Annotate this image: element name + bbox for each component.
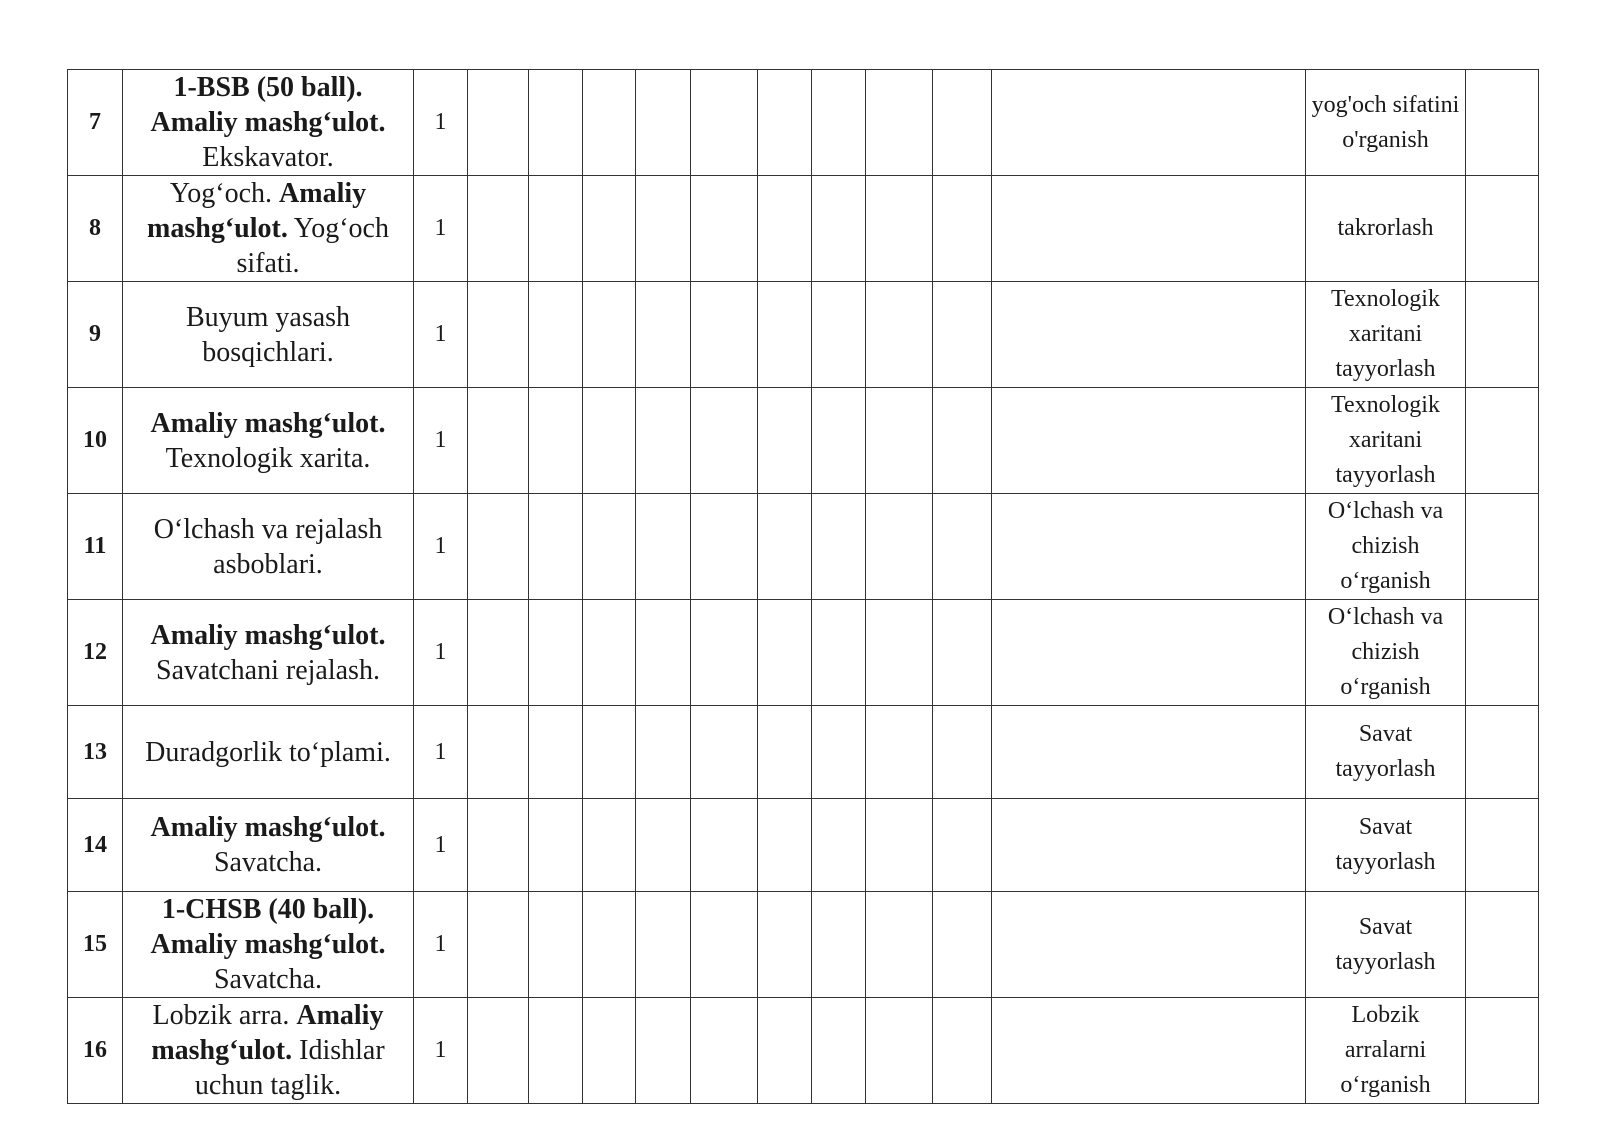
empty-cell: [933, 600, 992, 706]
empty-cell: [866, 70, 933, 176]
topic-text: Yog‘och.: [169, 178, 280, 209]
empty-cell: [691, 799, 758, 892]
homework-cell: Savat tayyorlash: [1306, 706, 1466, 799]
empty-cell: [812, 706, 866, 799]
empty-cell: [933, 892, 992, 998]
empty-cell: [992, 998, 1306, 1104]
empty-cell: [866, 494, 933, 600]
empty-cell: [529, 282, 583, 388]
topic-text: Yog‘och sifati.: [236, 213, 389, 279]
empty-cell: [583, 706, 636, 799]
lesson-number-cell: 16: [68, 998, 123, 1104]
empty-cell: [758, 176, 812, 282]
empty-cell: [866, 176, 933, 282]
hours-cell: 1: [414, 494, 468, 600]
empty-cell: [758, 282, 812, 388]
lesson-number-cell: 15: [68, 892, 123, 998]
empty-cell: [468, 799, 529, 892]
empty-cell: [636, 892, 691, 998]
empty-cell: [933, 388, 992, 494]
topic-bold-text: Amaliy mashg‘ulot.: [147, 178, 367, 244]
empty-cell: [583, 600, 636, 706]
lesson-topic-cell: [123, 282, 414, 388]
homework-cell: O‘lchash va chizish o‘rganish: [1306, 600, 1466, 706]
table-row: [68, 892, 1539, 998]
empty-cell: [468, 600, 529, 706]
empty-cell: [468, 494, 529, 600]
empty-cell: [812, 799, 866, 892]
empty-cell: [636, 706, 691, 799]
empty-cell: [691, 176, 758, 282]
empty-cell: [636, 282, 691, 388]
hours-cell: 1: [414, 799, 468, 892]
empty-cell: [812, 998, 866, 1104]
empty-cell: [866, 282, 933, 388]
empty-cell: [992, 799, 1306, 892]
empty-cell: [583, 494, 636, 600]
empty-cell: [468, 892, 529, 998]
table-row: [68, 600, 1539, 706]
homework-cell: takrorlash: [1306, 176, 1466, 282]
homework-cell: Texnologik xaritani tayyorlash: [1306, 282, 1466, 388]
homework-cell: Texnologik xaritani tayyorlash: [1306, 388, 1466, 494]
empty-cell: [691, 706, 758, 799]
homework-cell: Savat tayyorlash: [1306, 892, 1466, 998]
empty-cell: [583, 70, 636, 176]
hours-cell: 1: [414, 70, 468, 176]
empty-cell: [933, 494, 992, 600]
topic-text: O‘lchash va rejalash asboblari.: [153, 513, 383, 580]
topic-bold-text: Amaliy mashg‘ulot.: [150, 407, 386, 439]
empty-cell: [636, 70, 691, 176]
empty-cell: [933, 998, 992, 1104]
empty-cell: [758, 799, 812, 892]
empty-cell: [933, 706, 992, 799]
empty-cell: [933, 70, 992, 176]
topic-text: Savatcha.: [213, 847, 323, 878]
topic-text: Texnologik xarita.: [165, 442, 371, 474]
empty-cell: [933, 799, 992, 892]
lesson-number-cell: 13: [68, 706, 123, 799]
empty-cell: [691, 998, 758, 1104]
notes-cell: [1466, 176, 1539, 282]
empty-cell: [529, 70, 583, 176]
empty-cell: [691, 892, 758, 998]
table-row: [68, 388, 1539, 494]
empty-cell: [992, 600, 1306, 706]
lesson-number-cell: 9: [68, 282, 123, 388]
lesson-topic-cell: [123, 706, 414, 799]
lesson-topic-cell: [123, 998, 414, 1104]
empty-cell: [812, 176, 866, 282]
empty-cell: [468, 176, 529, 282]
topic-text: Buyum yasash bosqichlari.: [185, 301, 351, 368]
empty-cell: [583, 998, 636, 1104]
empty-cell: [992, 176, 1306, 282]
notes-cell: [1466, 706, 1539, 799]
notes-cell: [1466, 799, 1539, 892]
empty-cell: [758, 70, 812, 176]
empty-cell: [758, 494, 812, 600]
empty-cell: [529, 494, 583, 600]
topic-text: Savatchani rejalash.: [156, 654, 380, 686]
empty-cell: [468, 388, 529, 494]
hours-cell: 1: [414, 892, 468, 998]
empty-cell: [468, 706, 529, 799]
empty-cell: [992, 892, 1306, 998]
hours-cell: 1: [414, 388, 468, 494]
empty-cell: [758, 998, 812, 1104]
empty-cell: [583, 282, 636, 388]
empty-cell: [933, 176, 992, 282]
topic-bold-text: Amaliy mashg‘ulot.: [150, 812, 386, 843]
table-row: [68, 706, 1539, 799]
hours-cell: 1: [414, 998, 468, 1104]
empty-cell: [812, 388, 866, 494]
empty-cell: [933, 282, 992, 388]
empty-cell: [691, 600, 758, 706]
empty-cell: [691, 70, 758, 176]
table-row: [68, 282, 1539, 388]
lesson-plan-table: [67, 69, 1539, 1104]
lesson-topic-cell: [123, 494, 414, 600]
empty-cell: [812, 892, 866, 998]
lesson-topic-cell: [123, 600, 414, 706]
empty-cell: [866, 706, 933, 799]
empty-cell: [992, 388, 1306, 494]
notes-cell: [1466, 388, 1539, 494]
lesson-number-cell: 10: [68, 388, 123, 494]
homework-cell: O‘lchash va chizish o‘rganish: [1306, 494, 1466, 600]
table-row: [68, 799, 1539, 892]
notes-cell: [1466, 70, 1539, 176]
empty-cell: [691, 388, 758, 494]
empty-cell: [636, 600, 691, 706]
empty-cell: [866, 998, 933, 1104]
empty-cell: [691, 494, 758, 600]
lesson-number-cell: 8: [68, 176, 123, 282]
empty-cell: [636, 998, 691, 1104]
lesson-topic-cell: [123, 388, 414, 494]
empty-cell: [529, 176, 583, 282]
empty-cell: [529, 892, 583, 998]
lesson-number-cell: 12: [68, 600, 123, 706]
empty-cell: [992, 282, 1306, 388]
hours-cell: 1: [414, 282, 468, 388]
topic-bold-text: 1-CHSB (40 ball).: [161, 894, 375, 925]
empty-cell: [529, 799, 583, 892]
empty-cell: [812, 70, 866, 176]
empty-cell: [529, 706, 583, 799]
empty-cell: [636, 176, 691, 282]
topic-bold-text: Amaliy mashg‘ulot.: [150, 619, 386, 651]
table-row: [68, 998, 1539, 1104]
empty-cell: [691, 282, 758, 388]
lesson-plan-body: [68, 70, 1539, 1104]
empty-cell: [468, 998, 529, 1104]
lesson-topic-cell: [123, 799, 414, 892]
topic-bold-text: Amaliy mashg‘ulot.: [150, 929, 386, 960]
lesson-topic-cell: [123, 892, 414, 998]
empty-cell: [812, 600, 866, 706]
homework-cell: Lobzik arralarni o‘rganish: [1306, 998, 1466, 1104]
empty-cell: [758, 706, 812, 799]
hours-cell: 1: [414, 176, 468, 282]
table-row: [68, 176, 1539, 282]
empty-cell: [758, 600, 812, 706]
topic-text: Duradgorlik to‘plami.: [145, 736, 391, 768]
empty-cell: [812, 494, 866, 600]
topic-text: Idishlar uchun taglik.: [194, 1035, 385, 1101]
lesson-number-cell: 11: [68, 494, 123, 600]
empty-cell: [583, 176, 636, 282]
empty-cell: [992, 494, 1306, 600]
empty-cell: [636, 388, 691, 494]
empty-cell: [529, 388, 583, 494]
empty-cell: [583, 799, 636, 892]
notes-cell: [1466, 282, 1539, 388]
homework-cell: yog'och sifatini o'rganish: [1306, 70, 1466, 176]
hours-cell: 1: [414, 600, 468, 706]
empty-cell: [583, 892, 636, 998]
empty-cell: [758, 892, 812, 998]
empty-cell: [866, 799, 933, 892]
empty-cell: [866, 600, 933, 706]
empty-cell: [468, 282, 529, 388]
notes-cell: [1466, 998, 1539, 1104]
topic-bold-text: 1-BSB (50 ball).: [173, 72, 363, 103]
notes-cell: [1466, 494, 1539, 600]
hours-cell: 1: [414, 706, 468, 799]
topic-text: Savatcha.: [213, 964, 323, 995]
empty-cell: [529, 600, 583, 706]
empty-cell: [636, 494, 691, 600]
empty-cell: [583, 388, 636, 494]
topic-text: Lobzik arra.: [152, 1000, 297, 1031]
empty-cell: [866, 892, 933, 998]
homework-cell: Savat tayyorlash: [1306, 799, 1466, 892]
table-row: [68, 70, 1539, 176]
topic-bold-text: Amaliy mashg‘ulot.: [151, 1000, 384, 1066]
table-row: [68, 494, 1539, 600]
topic-text: Ekskavator.: [202, 142, 334, 173]
empty-cell: [866, 388, 933, 494]
lesson-number-cell: 14: [68, 799, 123, 892]
lesson-topic-cell: [123, 176, 414, 282]
lesson-topic-cell: [123, 70, 414, 176]
empty-cell: [812, 282, 866, 388]
empty-cell: [758, 388, 812, 494]
notes-cell: [1466, 600, 1539, 706]
topic-bold-text: Amaliy mashg‘ulot.: [150, 107, 386, 138]
empty-cell: [992, 70, 1306, 176]
empty-cell: [529, 998, 583, 1104]
empty-cell: [992, 706, 1306, 799]
lesson-number-cell: 7: [68, 70, 123, 176]
notes-cell: [1466, 892, 1539, 998]
empty-cell: [636, 799, 691, 892]
empty-cell: [468, 70, 529, 176]
